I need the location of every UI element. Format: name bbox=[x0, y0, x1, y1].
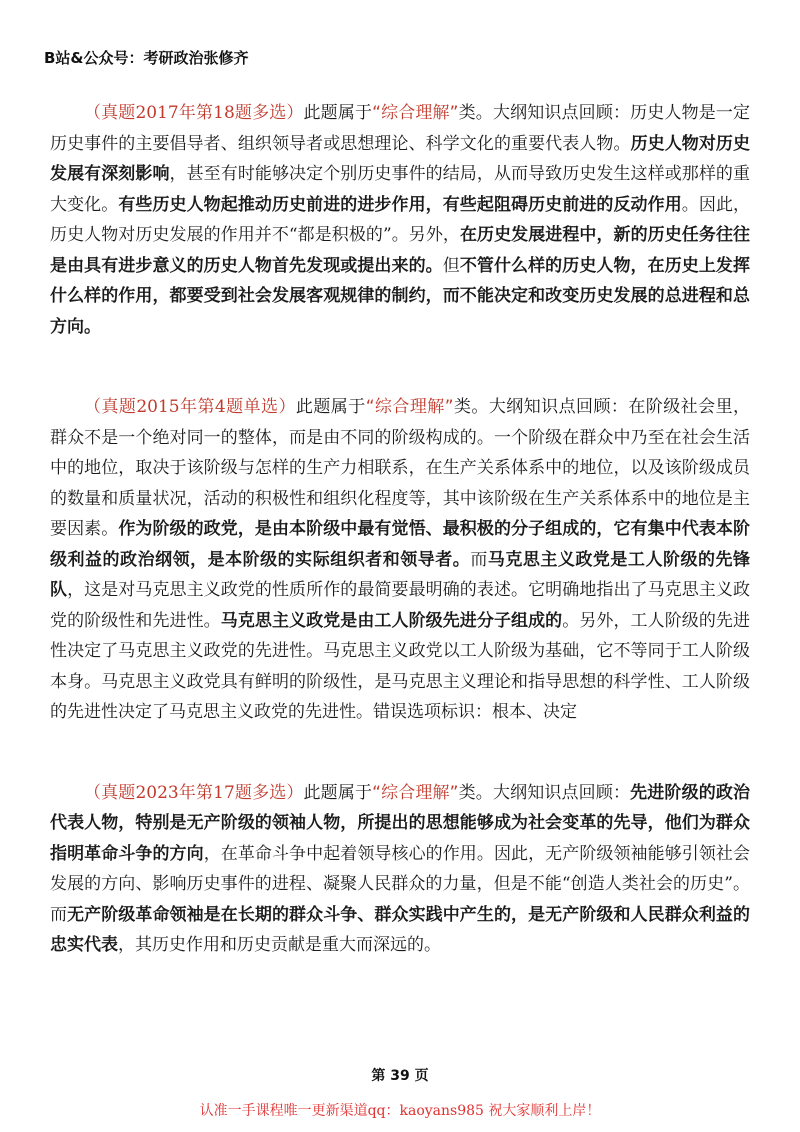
segment: ，在革命斗争中起着领导核心的作用。因此，无产阶级领袖能够引领社会发展的方向、影响历史事件的进程、凝聚人民群众的力量，但是不能“创造人类社会的历史”。而 bbox=[50, 843, 751, 925]
bold-segment: 不管什么样的历史人物，在历史上发挥什么样的作用，都要受到社会发展客观规律的制约，而不能决定和改变历史发展的总进程和总方向。 bbox=[50, 255, 751, 337]
bold-segment: 作为阶级的政党，是由本阶级中最有觉悟、最积极的分子组成的，它有集中代表本阶级利益的政治纲领，是本阶级的实际组织者和领导者。 bbox=[50, 519, 751, 570]
category-suffix: 类。 bbox=[458, 782, 493, 803]
segment: 但 bbox=[442, 255, 460, 276]
paragraph-2023-q17 bbox=[50, 778, 750, 961]
bold-segment: 无产阶级革命领袖是在长期的群众斗争、群众实践中产生的，是无产阶级和人民群众利益的忠实代表 bbox=[50, 904, 751, 955]
segment: 而 bbox=[470, 549, 488, 570]
segment: ，这是对马克思主义政党的性质所作的最简要最明确的表述。它明确地指出了马克思主义政党的阶级性和先进性。 bbox=[50, 580, 751, 631]
segment: 大纲知识点回顾： bbox=[492, 782, 631, 803]
bold-segment: 马克思主义政党是工人阶级的先锋队 bbox=[50, 549, 751, 600]
question-source: （真题2023年第17题多选） bbox=[84, 782, 304, 803]
question-source: （真题2017年第18题多选） bbox=[84, 103, 304, 123]
segment: 大纲知识点回顾：历史人物是一定历史事件的主要倡导者、组织领导者或思想理论、科学文化的重要代表人物。 bbox=[50, 103, 751, 154]
question-source: （真题2015年第4题单选） bbox=[84, 397, 296, 417]
category-suffix: 类。 bbox=[458, 103, 493, 123]
document-body bbox=[50, 98, 750, 1011]
category-prefix: 此题属于 bbox=[295, 397, 366, 417]
page-header: B站&公众号：考研政治张修齐 bbox=[44, 49, 249, 67]
page-number: 第 39 页 bbox=[371, 1068, 429, 1084]
segment: 。因此，历史人物对历史发展的作用并不“都是积极的”。另外， bbox=[50, 194, 751, 245]
category-prefix: 此题属于 bbox=[303, 782, 373, 803]
segment: 大纲知识点回顾：在阶级社会里，群众不是一个绝对同一的整体，而是由不同的阶级构成的。一个阶级在群众中乃至在社会生活中的地位，取决于该阶级与怎样的生产力相联系，在生产关系体系中的地位，以及该阶级成员的数量和质量状况，活动的积极性和组织化程度等，其中该阶级在生产关系体系中的地位是主要因素。 bbox=[50, 397, 751, 539]
segment: 。另外，工人阶级的先进性决定了马克思主义政党的先进性。马克思主义政党以工人阶级为基础，它不等同于工人阶级本身。马克思主义政党具有鲜明的阶级性，是马克思主义理论和指导思想的科学性、工人阶级的先进性决定了马克思主义政党的先进性。错误选项标识：根本、决定 bbox=[50, 610, 750, 722]
bold-segment: 有些历史人物起推动历史前进的进步作用，有些起阻碍历史前进的反动作用 bbox=[118, 194, 682, 215]
category-label: “综合理解” bbox=[372, 782, 459, 803]
bold-segment: 先进阶级的政治代表人物，特别是无产阶级的领袖人物，所提出的思想能够成为社会变革的先导，他们为群众指明革命斗争的方向 bbox=[50, 782, 751, 864]
category-suffix: 类。 bbox=[453, 397, 489, 417]
segment: ，其历史作用和历史贡献是重大而深远的。 bbox=[118, 935, 441, 955]
category-label: “综合理解” bbox=[372, 103, 459, 123]
category-prefix: 此题属于 bbox=[303, 103, 373, 123]
bold-segment: 历史人物对历史发展有深刻影响 bbox=[50, 133, 751, 184]
footer-notice: 认准一手课程唯一更新渠道qq：kaoyans985 祝大家顺利上岸！ bbox=[199, 1103, 601, 1119]
paragraph-2017-q18 bbox=[50, 98, 750, 342]
bold-segment: 在历史发展进程中，新的历史任务往往是由具有进步意义的历史人物首先发现或提出来的。 bbox=[50, 225, 751, 276]
segment: ，甚至有时能够决定个别历史事件的结局，从而导致历史发生这样或那样的重大变化。 bbox=[50, 164, 751, 215]
category-label: “综合理解” bbox=[365, 397, 454, 417]
bold-segment: 马克思主义政党是由工人阶级先进分子组成的 bbox=[220, 610, 563, 631]
paragraph-2015-q4 bbox=[50, 392, 750, 728]
